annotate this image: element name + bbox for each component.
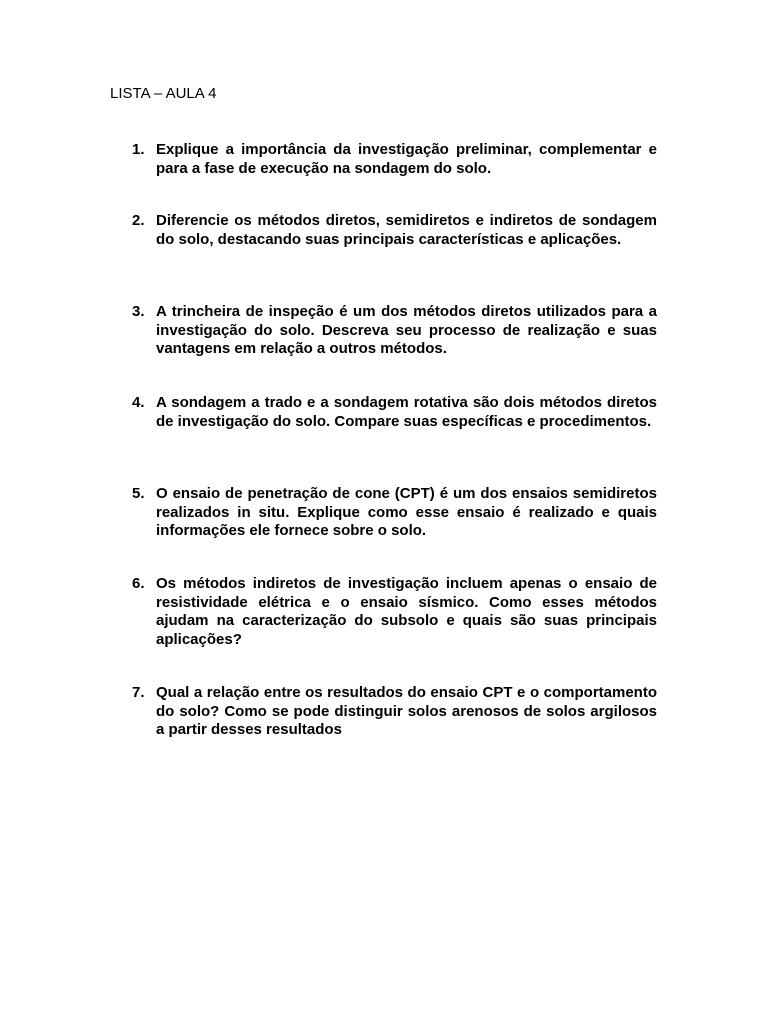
document-title: LISTA – AULA 4 bbox=[110, 85, 217, 102]
question-text: Qual a relação entre os resultados do ensaio CPT e o comportamento do solo? Como se pode distinguir solos arenosos de solos argilosos a partir desses resultados bbox=[156, 684, 657, 738]
question-text: Explique a importância da investigação preliminar, complementar e para a fase de execução na sondagem do solo. bbox=[156, 141, 657, 177]
list-item bbox=[132, 141, 657, 178]
list-item bbox=[132, 394, 657, 431]
question-text: O ensaio de penetração de cone (CPT) é um dos ensaios semidiretos realizados in situ. Explique como esse ensaio é realizado e quais informações ele fornece sobre o solo. bbox=[156, 485, 657, 539]
question-text: Diferencie os métodos diretos, semidiretos e indiretos de sondagem do solo, destacando suas principais características e aplicações. bbox=[156, 212, 657, 248]
question-number: 4. bbox=[132, 394, 145, 411]
question-number: 3. bbox=[132, 303, 145, 320]
question-text: A sondagem a trado e a sondagem rotativa são dois métodos diretos de investigação do solo. Compare suas específicas e procedimentos. bbox=[156, 394, 657, 430]
list-item bbox=[132, 303, 657, 359]
question-text: Os métodos indiretos de investigação incluem apenas o ensaio de resistividade elétrica e o ensaio sísmico. Como esses métodos ajudam na caracterização do subsolo e quais são suas principais aplicações? bbox=[156, 575, 657, 648]
question-number: 6. bbox=[132, 575, 145, 592]
question-number: 7. bbox=[132, 684, 145, 701]
list-item bbox=[132, 575, 657, 649]
list-item bbox=[132, 684, 657, 740]
list-item bbox=[132, 212, 657, 249]
question-text: A trincheira de inspeção é um dos métodos diretos utilizados para a investigação do solo. Descreva seu processo de realização e suas vantagens em relação a outros métodos. bbox=[156, 303, 657, 357]
question-number: 2. bbox=[132, 212, 145, 229]
question-number: 1. bbox=[132, 141, 145, 158]
question-number: 5. bbox=[132, 485, 145, 502]
list-item bbox=[132, 485, 657, 541]
